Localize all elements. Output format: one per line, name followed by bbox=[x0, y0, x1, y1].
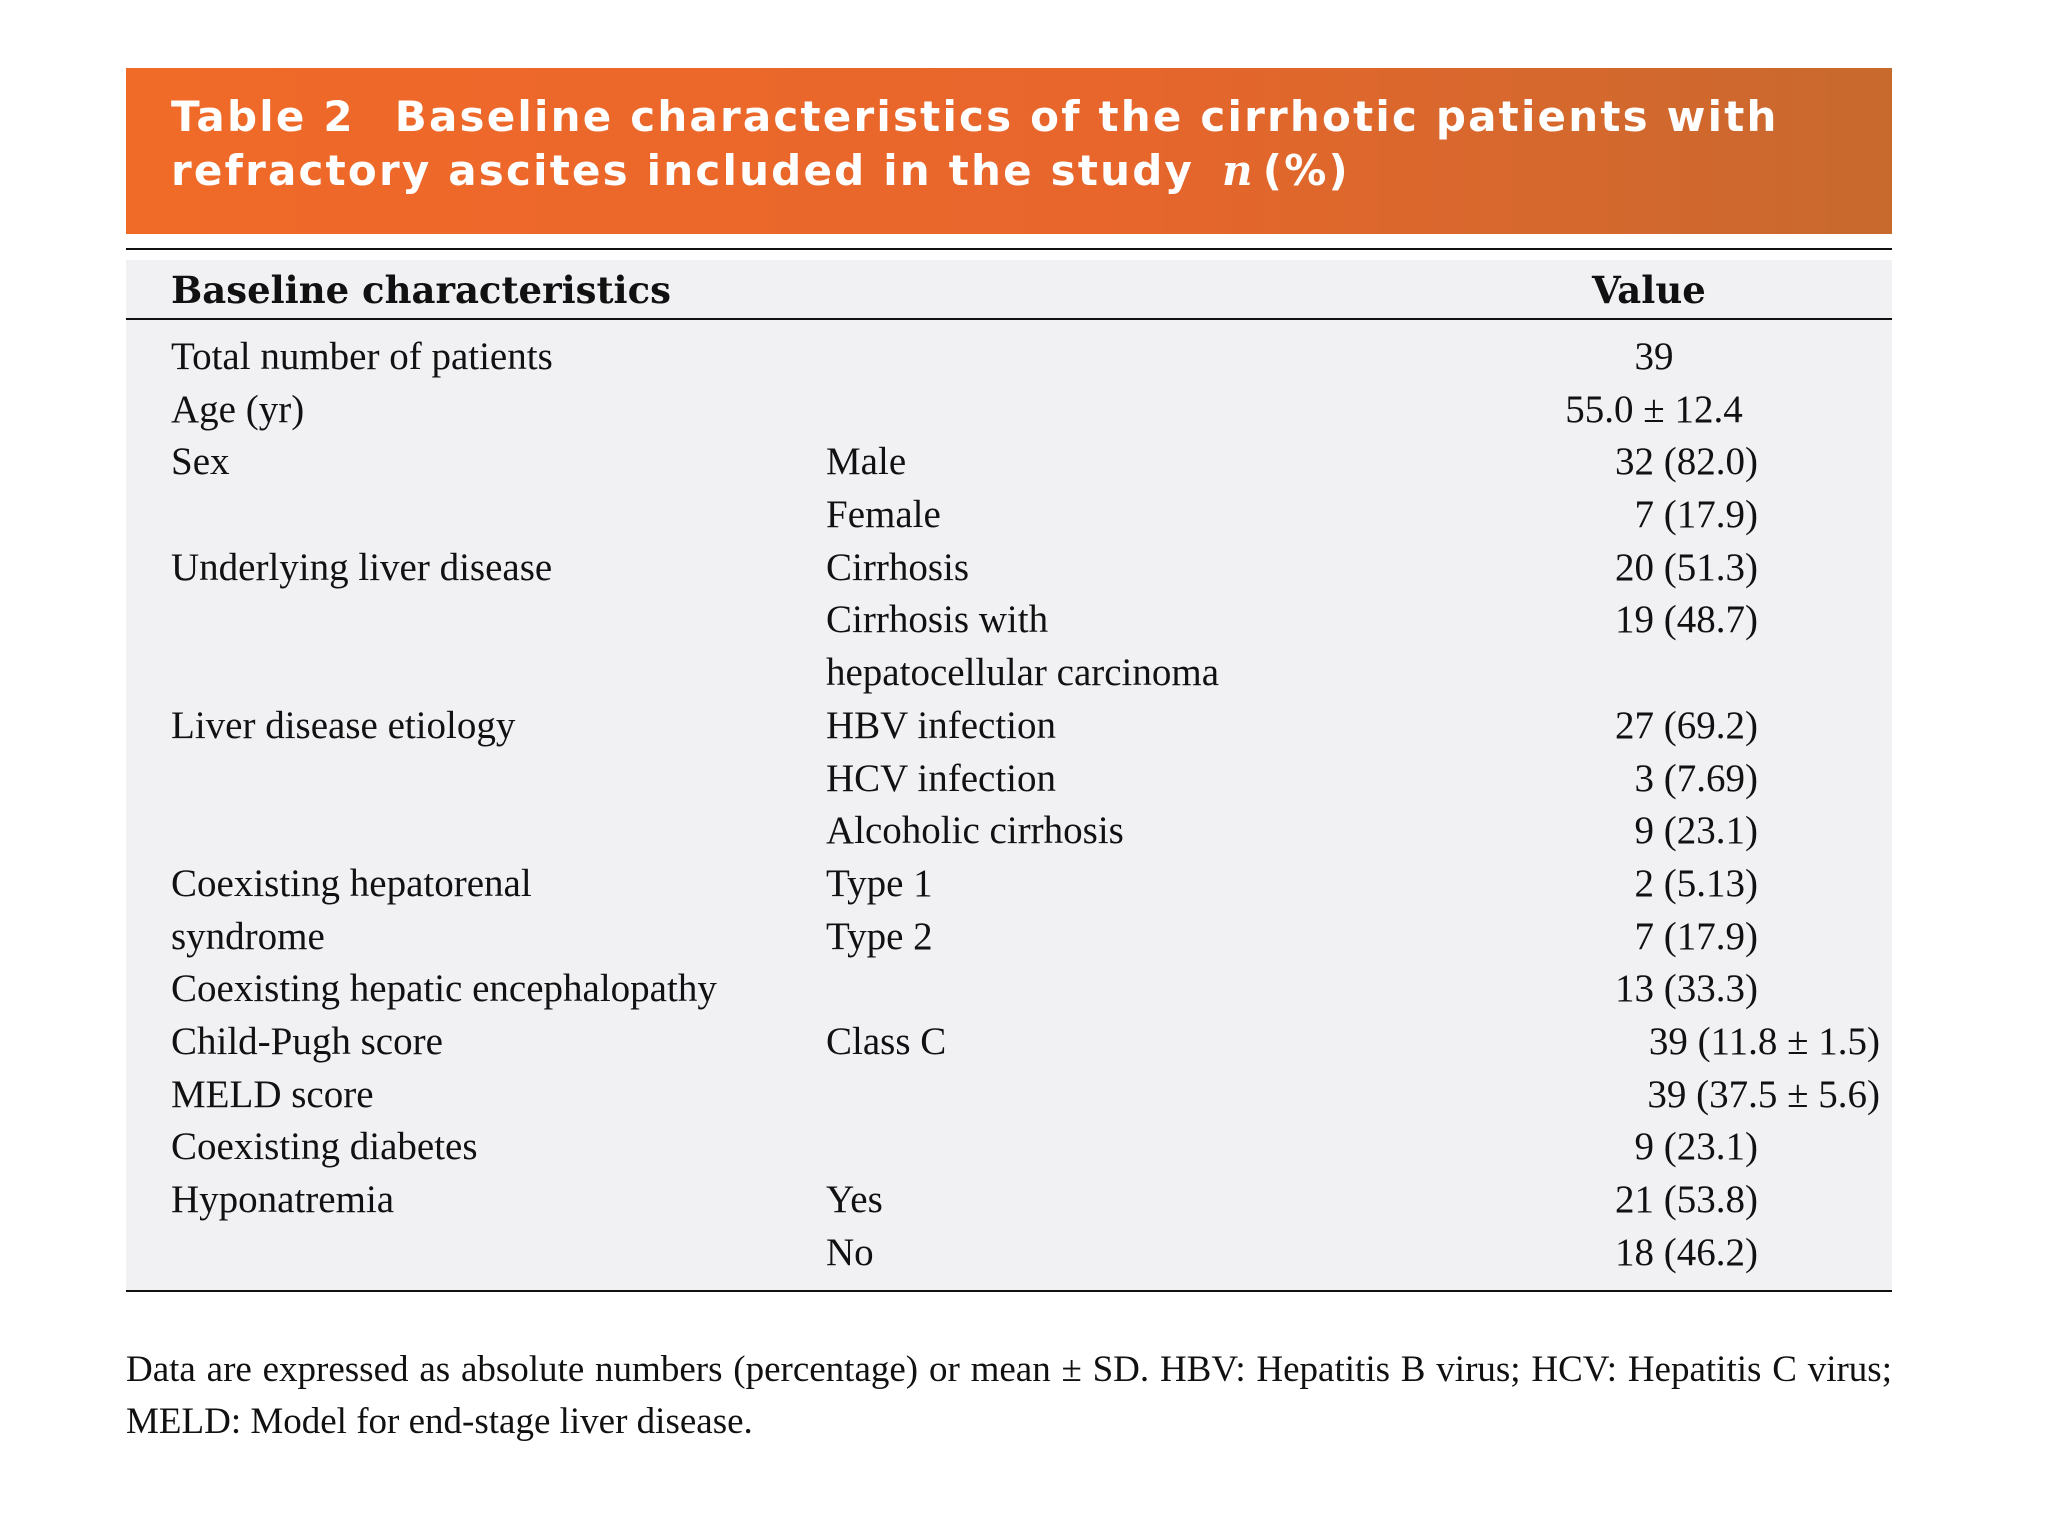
cell-characteristic: MELD score bbox=[171, 1072, 374, 1116]
table-row bbox=[126, 697, 1892, 750]
table-row bbox=[126, 908, 1892, 961]
table-rows bbox=[126, 320, 1892, 1290]
table-row bbox=[126, 644, 1892, 697]
table-title-text-1: Baseline characteristics of the cirrhotic patients with bbox=[394, 92, 1779, 141]
cell-characteristic: Coexisting diabetes bbox=[171, 1125, 478, 1169]
cell-value: 13 (33.3) bbox=[1615, 967, 1758, 1011]
cell-characteristic: Child-Pugh score bbox=[171, 1019, 443, 1063]
table-title-line-1 bbox=[171, 90, 1846, 144]
cell-value: 21 (53.8) bbox=[1615, 1178, 1758, 1221]
cell-subgroup: Type 1 bbox=[826, 861, 933, 905]
cell-subgroup: Cirrhosis with bbox=[826, 598, 1049, 642]
table-row bbox=[126, 802, 1892, 855]
cell-value: 3 (7.69) bbox=[1634, 756, 1758, 800]
table-row bbox=[126, 591, 1892, 644]
table-row bbox=[126, 750, 1892, 803]
cell-value: 32 (82.0) bbox=[1615, 440, 1758, 484]
table-row bbox=[126, 381, 1892, 434]
cell-subgroup: hepatocellular carcinoma bbox=[826, 651, 1220, 695]
table-row bbox=[126, 960, 1892, 1013]
table-footnote: Data are expressed as absolute numbers (percentage) or mean ± SD. HBV: Hepatitis B virus; HCV: Hepatitis C virus; MELD: Model for end-stage liver disease. bbox=[126, 1349, 1892, 1442]
cell-subgroup: Female bbox=[826, 493, 941, 537]
cell-subgroup: Cirrhosis bbox=[826, 545, 970, 589]
cell-value: 39 bbox=[1634, 335, 1674, 378]
cell-value: 2 (5.13) bbox=[1634, 861, 1758, 905]
baseline-table bbox=[126, 68, 1892, 1292]
cell-value: 39 (11.8 ± 1.5) bbox=[1648, 1019, 1880, 1063]
cell-characteristic: Coexisting hepatorenal bbox=[171, 861, 532, 905]
table-row bbox=[126, 328, 1892, 381]
cell-value: 19 (48.7) bbox=[1615, 598, 1758, 642]
cell-characteristic: Coexisting hepatic encephalopathy bbox=[171, 967, 717, 1011]
cell-characteristic: Underlying liver disease bbox=[171, 545, 553, 589]
table-label: Table 2 bbox=[171, 92, 355, 141]
cell-subgroup: HCV infection bbox=[826, 756, 1057, 800]
cell-characteristic: Total number of patients bbox=[171, 335, 553, 378]
table-row bbox=[126, 1118, 1892, 1171]
cell-characteristic: syndrome bbox=[171, 914, 325, 958]
cell-characteristic: Hyponatremia bbox=[171, 1178, 395, 1221]
table-title-pct: (%) bbox=[1262, 146, 1350, 195]
cell-subgroup: Type 2 bbox=[826, 914, 933, 958]
header-value: Value bbox=[1592, 268, 1706, 312]
table-title-bar bbox=[126, 68, 1892, 234]
cell-subgroup: HBV infection bbox=[826, 703, 1057, 747]
cell-value: 7 (17.9) bbox=[1634, 493, 1758, 537]
cell-value: 9 (23.1) bbox=[1634, 809, 1758, 853]
table-title-text-2: refractory ascites included in the study bbox=[171, 146, 1195, 195]
table-row bbox=[126, 433, 1892, 486]
cell-characteristic: Liver disease etiology bbox=[171, 703, 516, 747]
cell-value: 39 (37.5 ± 5.6) bbox=[1647, 1072, 1880, 1116]
top-rule bbox=[126, 248, 1892, 260]
header-baseline-characteristics: Baseline characteristics bbox=[171, 268, 671, 312]
table-row bbox=[126, 486, 1892, 539]
cell-value: 55.0 ± 12.4 bbox=[1565, 387, 1743, 431]
table-title-line-2 bbox=[171, 144, 1846, 198]
cell-subgroup: No bbox=[826, 1230, 874, 1274]
cell-value: 9 (23.1) bbox=[1634, 1125, 1758, 1169]
cell-value: 7 (17.9) bbox=[1634, 914, 1758, 958]
cell-value: 20 (51.3) bbox=[1615, 545, 1758, 589]
cell-subgroup: Yes bbox=[826, 1178, 883, 1221]
table-row bbox=[126, 539, 1892, 592]
table-row bbox=[126, 855, 1892, 908]
cell-subgroup: Male bbox=[826, 440, 907, 484]
table-row bbox=[126, 1224, 1892, 1277]
cell-characteristic: Sex bbox=[171, 440, 230, 484]
cell-subgroup: Class C bbox=[826, 1019, 947, 1063]
cell-characteristic: Age (yr) bbox=[171, 387, 305, 431]
table-row bbox=[126, 1066, 1892, 1119]
cell-subgroup: Alcoholic cirrhosis bbox=[826, 809, 1124, 853]
table-body bbox=[126, 260, 1892, 1290]
cell-value: 18 (46.2) bbox=[1615, 1230, 1758, 1274]
bottom-rule bbox=[126, 1290, 1892, 1292]
cell-value: 27 (69.2) bbox=[1615, 703, 1758, 747]
table-row bbox=[126, 1171, 1892, 1224]
table-title-n: n bbox=[1222, 146, 1255, 195]
table-header-row bbox=[126, 260, 1892, 320]
table-row bbox=[126, 1013, 1892, 1066]
